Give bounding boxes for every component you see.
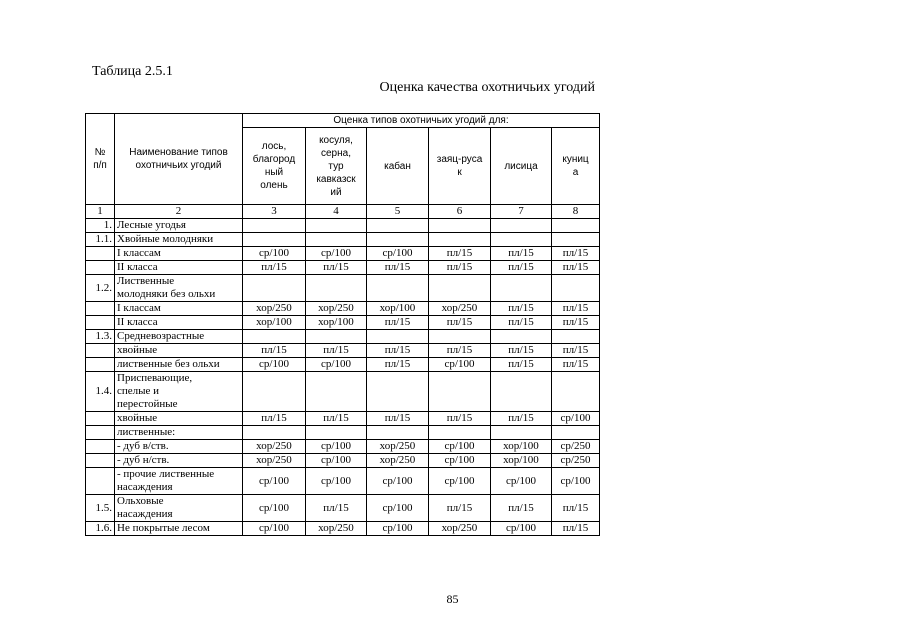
row-number: 1.2. bbox=[86, 275, 115, 302]
rating-cell: ср/100 bbox=[429, 454, 491, 468]
rating-cell: пл/15 bbox=[552, 358, 600, 372]
rating-cell: ср/100 bbox=[429, 358, 491, 372]
row-number bbox=[86, 426, 115, 440]
row-name: лиственные без ольхи bbox=[115, 358, 243, 372]
table-row bbox=[86, 358, 600, 372]
rating-cell: пл/15 bbox=[429, 495, 491, 522]
rating-cell bbox=[491, 330, 552, 344]
row-name: хвойные bbox=[115, 412, 243, 426]
row-name: I классам bbox=[115, 302, 243, 316]
row-name: лиственные: bbox=[115, 426, 243, 440]
rating-cell: пл/15 bbox=[367, 358, 429, 372]
row-number bbox=[86, 302, 115, 316]
header-name: Наименование типов охотничьих угодий bbox=[115, 114, 243, 205]
table-row bbox=[86, 233, 600, 247]
table-row bbox=[86, 316, 600, 330]
rating-cell: пл/15 bbox=[491, 495, 552, 522]
column-number: 3 bbox=[243, 205, 306, 219]
table-row bbox=[86, 275, 600, 302]
table-row bbox=[86, 302, 600, 316]
row-number bbox=[86, 440, 115, 454]
rating-cell: пл/15 bbox=[429, 247, 491, 261]
rating-cell: пл/15 bbox=[552, 247, 600, 261]
table-row bbox=[86, 522, 600, 536]
row-number bbox=[86, 454, 115, 468]
row-number: 1. bbox=[86, 219, 115, 233]
rating-cell bbox=[491, 219, 552, 233]
row-name: Лесные угодья bbox=[115, 219, 243, 233]
rating-cell: хор/250 bbox=[429, 522, 491, 536]
rating-cell: хор/100 bbox=[306, 316, 367, 330]
rating-cell: ср/100 bbox=[306, 454, 367, 468]
row-number: 1.4. bbox=[86, 372, 115, 412]
rating-cell: пл/15 bbox=[552, 261, 600, 275]
row-name: Не покрытые лесом bbox=[115, 522, 243, 536]
rating-cell bbox=[243, 330, 306, 344]
rating-cell: пл/15 bbox=[367, 261, 429, 275]
rating-cell: ср/100 bbox=[306, 468, 367, 495]
rating-cell bbox=[552, 219, 600, 233]
rating-cell bbox=[491, 275, 552, 302]
rating-cell bbox=[306, 219, 367, 233]
column-number: 6 bbox=[429, 205, 491, 219]
rating-cell: пл/15 bbox=[306, 412, 367, 426]
row-number bbox=[86, 247, 115, 261]
table-row bbox=[86, 247, 600, 261]
rating-cell: хор/100 bbox=[243, 316, 306, 330]
rating-cell bbox=[552, 330, 600, 344]
rating-cell: ср/250 bbox=[552, 440, 600, 454]
rating-cell bbox=[306, 275, 367, 302]
column-number: 1 bbox=[86, 205, 115, 219]
header-species: кабан bbox=[367, 128, 429, 205]
row-number: 1.5. bbox=[86, 495, 115, 522]
row-name: I классам bbox=[115, 247, 243, 261]
row-number bbox=[86, 316, 115, 330]
rating-cell: хор/100 bbox=[367, 302, 429, 316]
row-number: 1.6. bbox=[86, 522, 115, 536]
row-number bbox=[86, 468, 115, 495]
rating-cell bbox=[367, 372, 429, 412]
rating-cell: хор/100 bbox=[491, 454, 552, 468]
rating-cell bbox=[306, 426, 367, 440]
table-row bbox=[86, 426, 600, 440]
row-name: Ольховые насаждения bbox=[115, 495, 243, 522]
rating-cell bbox=[367, 219, 429, 233]
rating-cell: хор/250 bbox=[367, 440, 429, 454]
rating-cell bbox=[243, 219, 306, 233]
row-number bbox=[86, 412, 115, 426]
rating-cell: пл/15 bbox=[243, 412, 306, 426]
rating-cell bbox=[429, 233, 491, 247]
column-number: 4 bbox=[306, 205, 367, 219]
row-name: Средневозрастные bbox=[115, 330, 243, 344]
header-species: лисица bbox=[491, 128, 552, 205]
rating-cell bbox=[243, 426, 306, 440]
rating-cell: пл/15 bbox=[491, 344, 552, 358]
rating-cell: пл/15 bbox=[429, 261, 491, 275]
row-number: 1.1. bbox=[86, 233, 115, 247]
rating-cell: ср/100 bbox=[306, 358, 367, 372]
rating-cell bbox=[367, 275, 429, 302]
row-name: - дуб н/ств. bbox=[115, 454, 243, 468]
rating-cell: пл/15 bbox=[243, 261, 306, 275]
table-row bbox=[86, 219, 600, 233]
rating-cell: пл/15 bbox=[491, 247, 552, 261]
rating-cell bbox=[243, 372, 306, 412]
rating-cell: пл/15 bbox=[491, 316, 552, 330]
rating-cell: хор/250 bbox=[306, 302, 367, 316]
rating-cell: ср/100 bbox=[243, 522, 306, 536]
row-name: - дуб в/ств. bbox=[115, 440, 243, 454]
column-number: 5 bbox=[367, 205, 429, 219]
table-row bbox=[86, 454, 600, 468]
rating-cell: ср/100 bbox=[552, 412, 600, 426]
rating-cell bbox=[306, 372, 367, 412]
rating-cell: пл/15 bbox=[367, 412, 429, 426]
table-row bbox=[86, 412, 600, 426]
rating-cell: пл/15 bbox=[552, 302, 600, 316]
rating-cell: ср/100 bbox=[429, 440, 491, 454]
row-name: Хвойные молодняки bbox=[115, 233, 243, 247]
rating-cell: хор/100 bbox=[491, 440, 552, 454]
table-row bbox=[86, 468, 600, 495]
row-number bbox=[86, 344, 115, 358]
rating-cell bbox=[429, 372, 491, 412]
table-title: Оценка качества охотничьих угодий bbox=[379, 80, 595, 95]
table-row bbox=[86, 330, 600, 344]
rating-cell: пл/15 bbox=[306, 261, 367, 275]
rating-cell: хор/250 bbox=[367, 454, 429, 468]
rating-cell bbox=[552, 426, 600, 440]
table-row bbox=[86, 372, 600, 412]
row-name: Лиственные молодняки без ольхи bbox=[115, 275, 243, 302]
rating-cell bbox=[429, 275, 491, 302]
rating-cell: ср/100 bbox=[243, 495, 306, 522]
table-row bbox=[86, 261, 600, 275]
rating-cell: ср/100 bbox=[243, 247, 306, 261]
header-species: куниц а bbox=[552, 128, 600, 205]
row-number: 1.3. bbox=[86, 330, 115, 344]
rating-cell bbox=[367, 330, 429, 344]
row-name: Приспевающие, спелые и перестойные bbox=[115, 372, 243, 412]
rating-cell: хор/250 bbox=[243, 454, 306, 468]
rating-cell: ср/100 bbox=[491, 522, 552, 536]
rating-cell: ср/100 bbox=[306, 440, 367, 454]
rating-cell: пл/15 bbox=[491, 302, 552, 316]
rating-cell: хор/250 bbox=[429, 302, 491, 316]
quality-table bbox=[85, 113, 600, 536]
row-number bbox=[86, 261, 115, 275]
rating-cell: ср/100 bbox=[367, 468, 429, 495]
rating-cell: пл/15 bbox=[491, 412, 552, 426]
column-number: 8 bbox=[552, 205, 600, 219]
rating-cell bbox=[491, 372, 552, 412]
rating-cell bbox=[429, 330, 491, 344]
header-no: № п/п bbox=[86, 114, 115, 205]
rating-cell: хор/250 bbox=[243, 302, 306, 316]
rating-cell bbox=[243, 275, 306, 302]
rating-cell bbox=[429, 219, 491, 233]
table-row bbox=[86, 344, 600, 358]
row-number bbox=[86, 358, 115, 372]
rating-cell: пл/15 bbox=[429, 344, 491, 358]
rating-cell: ср/100 bbox=[429, 468, 491, 495]
rating-cell: пл/15 bbox=[429, 316, 491, 330]
header-species: лось, благород ный олень bbox=[243, 128, 306, 205]
rating-cell: ср/100 bbox=[552, 468, 600, 495]
rating-cell bbox=[552, 275, 600, 302]
rating-cell: ср/100 bbox=[367, 247, 429, 261]
rating-cell: пл/15 bbox=[552, 316, 600, 330]
rating-cell: пл/15 bbox=[306, 344, 367, 358]
rating-cell bbox=[306, 330, 367, 344]
rating-cell: хор/250 bbox=[306, 522, 367, 536]
rating-cell bbox=[306, 233, 367, 247]
rating-cell: ср/100 bbox=[243, 468, 306, 495]
rating-cell: ср/100 bbox=[306, 247, 367, 261]
header-group: Оценка типов охотничьих угодий для: bbox=[243, 114, 600, 128]
column-number: 7 bbox=[491, 205, 552, 219]
row-name: II класса bbox=[115, 316, 243, 330]
rating-cell bbox=[429, 426, 491, 440]
rating-cell: ср/100 bbox=[491, 468, 552, 495]
rating-cell bbox=[243, 233, 306, 247]
rating-cell bbox=[491, 233, 552, 247]
row-name: II класса bbox=[115, 261, 243, 275]
rating-cell: пл/15 bbox=[367, 344, 429, 358]
table-body bbox=[86, 219, 600, 536]
rating-cell bbox=[552, 233, 600, 247]
row-name: хвойные bbox=[115, 344, 243, 358]
rating-cell: ср/250 bbox=[552, 454, 600, 468]
rating-cell: ср/100 bbox=[367, 495, 429, 522]
rating-cell: пл/15 bbox=[367, 316, 429, 330]
table-label: Таблица 2.5.1 bbox=[92, 64, 173, 79]
rating-cell: пл/15 bbox=[429, 412, 491, 426]
rating-cell: ср/100 bbox=[367, 522, 429, 536]
page-number: 85 bbox=[446, 592, 459, 606]
table-row bbox=[86, 440, 600, 454]
rating-cell bbox=[367, 426, 429, 440]
rating-cell: пл/15 bbox=[491, 358, 552, 372]
row-name: - прочие лиственные насаждения bbox=[115, 468, 243, 495]
rating-cell: пл/15 bbox=[491, 261, 552, 275]
table-row bbox=[86, 495, 600, 522]
rating-cell bbox=[491, 426, 552, 440]
rating-cell: пл/15 bbox=[552, 522, 600, 536]
header-species: заяц-руса к bbox=[429, 128, 491, 205]
rating-cell bbox=[552, 372, 600, 412]
rating-cell: пл/15 bbox=[306, 495, 367, 522]
header-species: косуля, серна, тур кавказск ий bbox=[306, 128, 367, 205]
rating-cell: пл/15 bbox=[552, 495, 600, 522]
rating-cell: ср/100 bbox=[243, 358, 306, 372]
rating-cell bbox=[367, 233, 429, 247]
rating-cell: пл/15 bbox=[552, 344, 600, 358]
rating-cell: пл/15 bbox=[243, 344, 306, 358]
rating-cell: хор/250 bbox=[243, 440, 306, 454]
column-number: 2 bbox=[115, 205, 243, 219]
